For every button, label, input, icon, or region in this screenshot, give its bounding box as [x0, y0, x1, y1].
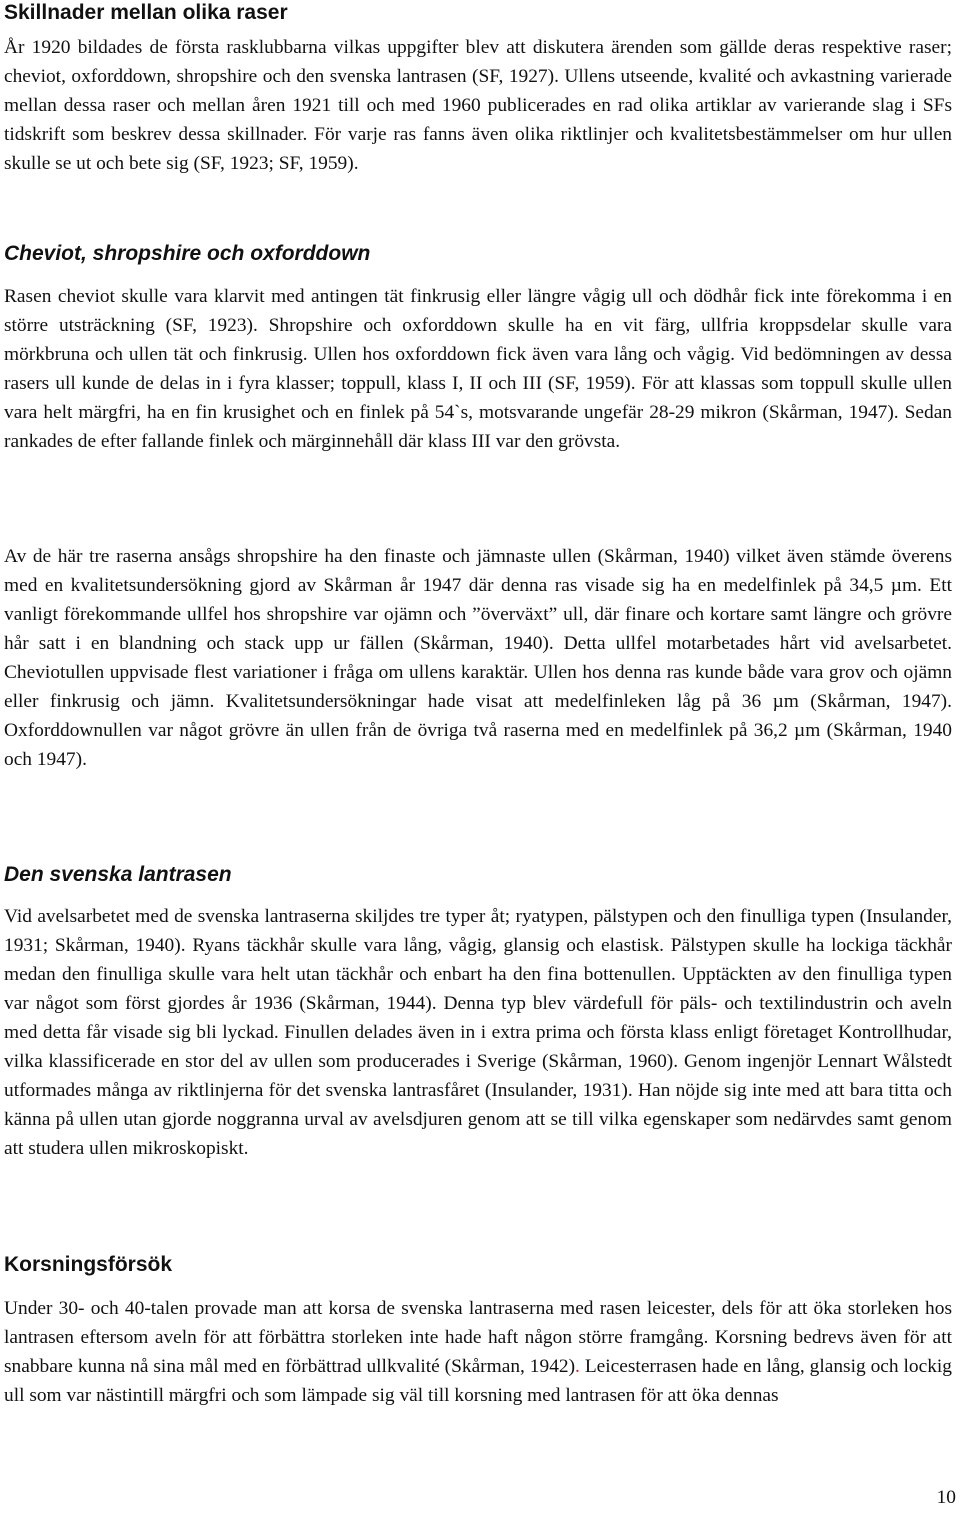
highlighted-period: . — [575, 1356, 580, 1377]
paragraph-breed-wool-standards: Rasen cheviot skulle vara klarvit med antingen tät finkrusig eller längre vågig ull och dödhår fick inte förekomma i en större utsträckning (SF, 1923). Shropshire och oxforddown skulle ha en vit färg, ullfria kroppsdelar skulle vara mörkbruna och ullen tät och finkrusig. Ullen hos oxforddown fick även vara lång och vågig. Vid bedömningen av dessa rasers ull kunde de delas in i fyra klasser; toppull, klass I, II och III (SF, 1959). För att klassas som toppull skulle ullen vara helt märgfri, ha en fin krusighet och en finlek på 54`s, motsvarande ungefär 28-29 mikron (Skårman, 1947). Sedan rankades de efter fallande finlek och märginnehåll där klass III var den grövsta. — [4, 286, 952, 452]
section-heading-cheviot-shropshire-oxforddown: Cheviot, shropshire och oxforddown — [4, 242, 371, 265]
crossbreeding-text-part-1: Under 30- och 40-talen provade man att korsa de svenska lantraserna med rasen leicester, dels för att öka storleken hos lantrasen eftersom aveln för att förbättra storleken inte hade haft någon större framgång. Korsning bedrevs även för att snabbare kunna nå sina mål med en förbättrad ullkvalité (Skårman, 1942) — [4, 1298, 952, 1377]
section-heading-swedish-landrace: Den svenska lantrasen — [4, 863, 232, 886]
paragraph-swedish-landrace: Vid avelsarbetet med de svenska lantraserna skiljdes tre typer åt; ryatypen, pälstypen och den finulliga typen (Insulander, 1931; Skårman, 1940). Ryans täckhår skulle vara lång, vågig, glansig och elastisk. Pälstypen skulle ha lockiga täckhår medan den finulliga skulle vara helt utan täckhår och enbart ha den fina bottenullen. Upptäckten av den finulliga typen var något som först gjordes år 1936 (Skårman, 1944). Denna typ blev värdefull för päls- och textilindustrin och aveln med detta får visade sig bli lyckad. Finullen delades även in i extra prima och första klass enligt företaget Kontrollhudar, vilka klassificerade en stor del av ullen som producerades i Sverige (Skårman, 1960). Genom ingenjör Lennart Wålstedt utformades många av riktlinjerna för det svenska lantrasfåret (Insulander, 1931). Han nöjde sig inte med att bara titta och känna på ullen utan gjorde noggranna urval av avelsdjuren genom att se till vilka egenskaper som nedärvdes samt genom att studera ullen mikroskopiskt. — [4, 906, 952, 1159]
section-heading-crossbreeding: Korsningsförsök — [4, 1253, 173, 1276]
page-number: 10 — [936, 1487, 956, 1508]
paragraph-crossbreeding — [0, 1294, 960, 1410]
paragraph-breed-wool-comparison: Av de här tre raserna ansågs shropshire ha den finaste och jämnaste ullen (Skårman, 1940) vilket även stämde överens med en kvalitetsundersökning gjord av Skårman år 1947 där denna ras visade sig ha en medelfinlek på 34,5 µm. Ett vanligt förekommande ullfel hos shropshire var ojämn och ”överväxt” ull, där finare och kortare samt längre och grövre hår satt i en blandning och stack upp ur fällen (Skårman, 1940). Detta ullfel motarbetades hårt vid avelsarbetet. Cheviotullen uppvisade flest variationer i fråga om ullens karaktär. Ullen hos denna ras kunde både vara grov och ojämn eller finkrusig och jämn. Kvalitetsundersökningar hade visat att medelfinleken låg på 36 µm (Skårman, 1947). Oxforddownullen var något grövre än ullen från de övriga två raserna med en medelfinlek på 36,2 µm (Skårman, 1940 och 1947). — [4, 546, 952, 770]
crossbreeding-text-part-2: Leicesterrasen hade en lång, glansig och lockig ull som var nästintill märgfri och som lämpade sig väl till korsning med lantrasen för att öka dennas — [4, 1356, 952, 1406]
section-heading-race-differences: Skillnader mellan olika raser — [4, 1, 288, 24]
paragraph-race-differences: År 1920 bildades de första rasklubbarna vilkas uppgifter blev att diskutera ärenden som gällde deras respektive raser; cheviot, oxforddown, shropshire och den svenska lantrasen (SF, 1927). Ullens utseende, kvalité och avkastning varierade mellan dessa raser och mellan åren 1921 till och med 1960 publicerades en rad olika artiklar av varierande slag i SFs tidskrift som beskrev dessa skillnader. För varje ras fanns även olika riktlinjer och kvalitetsbestämmelser om hur ullen skulle se ut och bete sig (SF, 1923; SF, 1959). — [4, 37, 952, 174]
